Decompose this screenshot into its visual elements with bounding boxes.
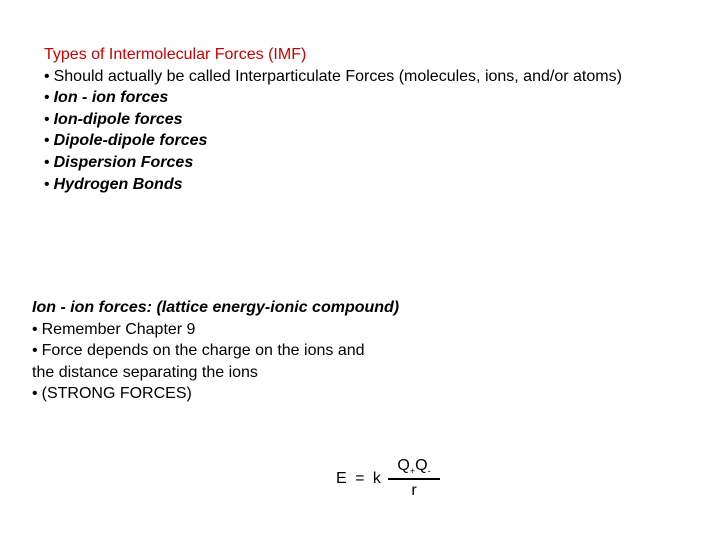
bullet-marker: •	[32, 320, 38, 338]
minus-subscript: -	[427, 466, 431, 477]
point-text: Force depends on the charge on the ions and	[41, 342, 365, 360]
charge-symbol: Q	[397, 457, 410, 474]
list-item-hydrogen-bonds	[44, 174, 664, 196]
section-heading: Ion - ion forces: (lattice energy-ionic compound)	[32, 299, 400, 316]
formula-lhs: E = k	[336, 470, 383, 487]
ion-ion-forces-block	[32, 297, 472, 405]
bullet-marker: •	[44, 67, 50, 85]
list-item-dipole-dipole	[44, 130, 664, 152]
imf-types-block	[44, 44, 664, 195]
list-item-text: Dispersion Forces	[53, 153, 194, 171]
bullet-marker: •	[44, 89, 50, 107]
bullet-marker: •	[32, 385, 38, 403]
bullet-marker: •	[44, 153, 50, 171]
list-item-text: Ion - ion forces	[53, 89, 169, 107]
list-item-ion-dipole	[44, 109, 664, 131]
bullet-marker: •	[44, 132, 50, 150]
intro-bullet	[44, 66, 664, 88]
list-item-text: Dipole-dipole forces	[53, 132, 208, 150]
bullet-marker: •	[44, 110, 50, 128]
point-text: Remember Chapter 9	[41, 320, 196, 338]
coulomb-formula	[336, 456, 446, 506]
formula-numerator	[388, 456, 440, 476]
point-force-depends	[32, 340, 472, 362]
charge-symbol: Q	[415, 457, 428, 474]
point-strong-forces	[32, 383, 472, 405]
point-chapter	[32, 319, 472, 341]
plus-subscript: +	[409, 466, 416, 477]
bullet-marker: •	[44, 175, 50, 193]
formula-denominator: r	[411, 482, 417, 499]
list-item-dispersion	[44, 152, 664, 174]
point-text: (STRONG FORCES)	[41, 385, 192, 403]
intro-text: Should actually be called Interparticulate Forces (molecules, ions, and/or atoms)	[53, 67, 622, 85]
list-item-text: Ion-dipole forces	[53, 110, 183, 128]
slide-title: Types of Intermolecular Forces (IMF)	[44, 46, 307, 63]
fraction-bar	[388, 478, 440, 480]
formula-fraction	[388, 456, 440, 501]
point-continuation: the distance separating the ions	[32, 363, 258, 381]
list-item-text: Hydrogen Bonds	[53, 175, 183, 193]
bullet-marker: •	[32, 342, 38, 360]
list-item-ion-ion	[44, 87, 664, 109]
